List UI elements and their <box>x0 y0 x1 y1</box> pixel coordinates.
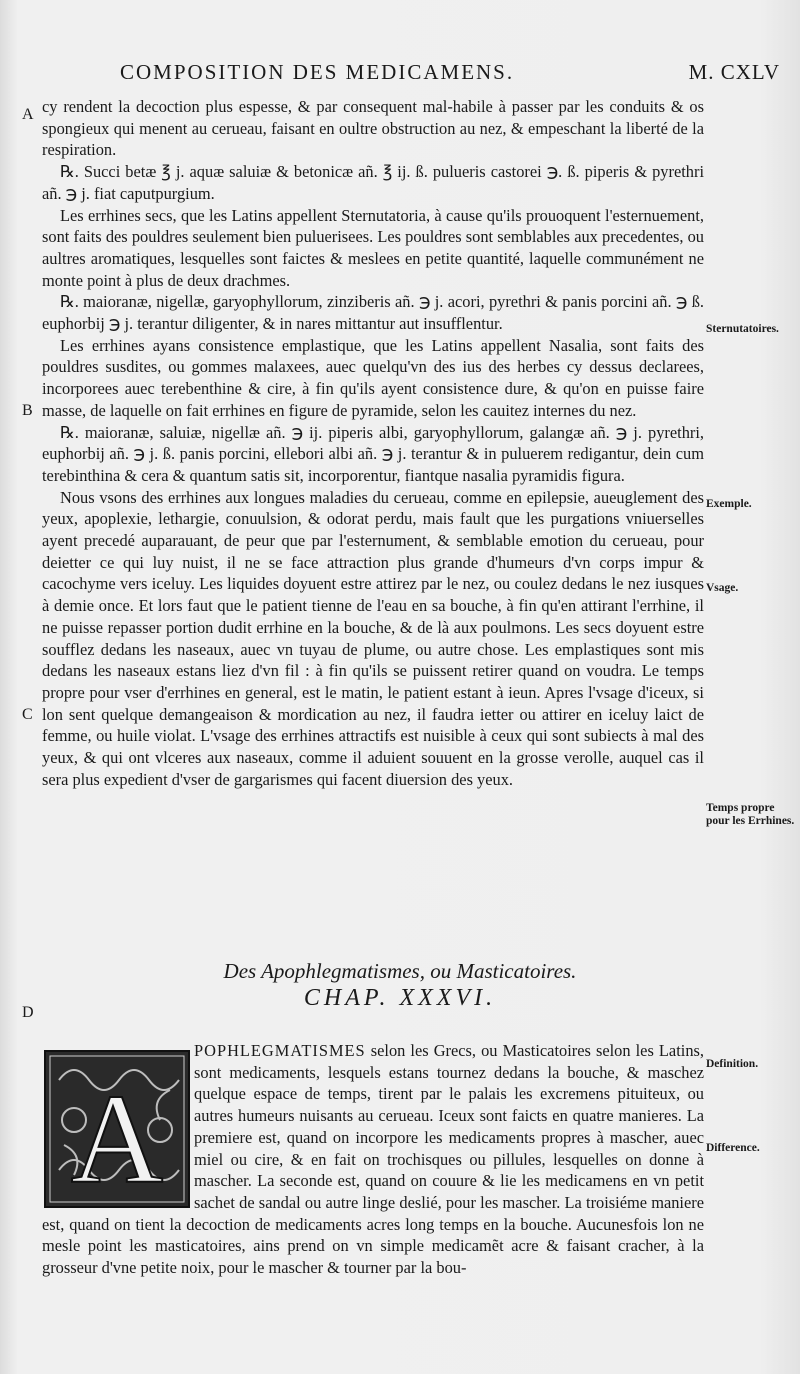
recipe-paragraph: ℞. maioranæ, saluiæ, nigellæ añ. ℈ ij. piperis albi, garyophyllorum, galangæ añ. ℈ j. pyrethri, euphorbij añ. ℈ j. ß. panis porcini, ellebori albi añ. ℈ j. terantur & in puluerem redigantur, dein cum terebinthina & cera & quantum satis sit, incorporentur, fiantque nasalia pyramidis figura. <box>42 422 704 485</box>
chapter-title: Des Apophlegmatismes, ou Masticatoires. <box>223 959 577 983</box>
margin-letter-b: B <box>22 402 33 419</box>
margin-letter-a: A <box>22 106 34 123</box>
recipe-paragraph: ℞. maioranæ, nigellæ, garyophyllorum, zinziberis añ. ℈ j. acori, pyrethri & panis porcini añ. ℈ ß. euphorbij ℈ j. terantur diligenter, & in nares mittantur aut insufflentur. <box>42 292 704 334</box>
chapter-number: CHAP. XXXVI. <box>303 985 497 1011</box>
margin-note-exemple: Exemple. <box>706 498 752 510</box>
paragraph: cy rendent la decoction plus espesse, & par consequent mal-habile à passer par les conduits & os spongieux qui menent au cerueau, faisant en oultre obstruction au nez, & empeschant la liberté de la respiration. <box>42 97 704 160</box>
margin-note-temps: Temps propre pour les Errhines. <box>706 802 795 827</box>
chapter-heading <box>150 958 650 1012</box>
paragraph: Nous vsons des errhines aux longues maladies du cerueau, comme en epilepsie, aueuglement des yeux, apoplexie, lethargie, conuulsion, & odorat perdu, mais fault que les purgations vniuerselles ayent precedé auparauant, de peur que par l'esternument, & semblable emotion du cerueau, pour deietter ce qui luy nuist, il ne se face attraction plus grande d'humeurs d'vn corps impur & cacochyme vers iceluy. Les liquides doyuent estre attirez par le nez, ou coulez dedans le nez iusques à demie once. Et lors faut que le patient tienne de l'eau en sa bouche, à fin qu'en attirant l'errhine, il ne puisse repasser portion dudit errhine en la bouche, & de là aux poulmons. Les secs doyuent estre soufflez dedans les naseaux, auec vn tuyau de plume, ou autre chose. Les emplastiques sont mis dedans les naseaux estans liez d'vn fil : à fin qu'ils se puissent retirer quand on voudra. Le temps propre pour vser d'errhines en general, est le matin, le patient estant à ieun. Apres l'vsage d'iceux, si lon sent quelque demangeaison & mordication au nez, il faudra ietter ou attirer en iceluy laict de femme, ou huile violat. L'vsage des errhines attractifs est nuisible à ceux qui sont subiects à mal des yeux, & qui ont vlceres aux naseaux, comme il aduient souuent en la grosse verolle, auquel cas il sera plus expedient d'vser de gargarismes qui facent diuersion des yeux. <box>42 487 704 789</box>
folio-number: M. CXLV <box>688 60 780 84</box>
paragraph: Les errhines secs, que les Latins appellent Sternutatoria, à cause qu'ils prouoquent l'esternuement, sont faits des pouldres seulement bien puluerisees. Les pouldres sont semblables aux precedentes, ou aultres aromatiques, lesquelles sont faictes & meslees en petite quantité, laquelle communément ne monte point à plus de deux drachmes. <box>42 205 704 290</box>
margin-note-definition: Definition. <box>706 1058 759 1070</box>
section-text: selon les Grecs, ou Masticatoires selon les Latins, sont medicaments, lesquels estans tournez dedans la bouche, & maschez quelque espace de temps, tirent par le palais les excremens pituiteux, ou autres humeurs nuisants au cerueau. Iceux sont faicts en quatre manieres. La premiere est, quand on incorpore les medicaments propres à mascher, auec miel ou cire, & en fait on trochisques ou pillules, lesquelles on donne à mascher. La seconde est, quand on couure & lie les medicamens en vn petit sachet de sandal ou autre linge deslié, pour les mascher. La troisiéme maniere est, quand on tient la decoction de medicaments acres long temps en la bouche. Aucunesfois lon ne mesle point les masticatoires, ains prend on vn simple medicamẽt acre & faisant cracher, à la grosseur d'vne petite noix, pour le mascher & tourner par la bou- <box>42 1041 704 1278</box>
main-text <box>42 96 704 791</box>
margin-note-sternutatoires: Sternutatoires. <box>706 323 779 335</box>
margin-letter-c: C <box>22 706 33 723</box>
page-header <box>120 60 780 90</box>
initial-letter: A <box>70 1068 164 1208</box>
margin-letter-d: D <box>22 1004 34 1021</box>
running-head: COMPOSITION DES MEDICAMENS. <box>120 60 515 84</box>
recipe-paragraph: ℞. Succi betæ ℥ j. aquæ saluiæ & betonicæ añ. ℥ ij. ß. pulueris castorei ℈. ß. piperis & pyrethri añ. ℈ j. fiat caputpurgium. <box>42 162 704 203</box>
initial-rest: POPHLEGMATISMES <box>194 1041 366 1060</box>
margin-note-vsage: Vsage. <box>706 582 739 594</box>
margin-note-difference: Difference. <box>706 1142 760 1154</box>
paragraph: Les errhines ayans consistence emplastique, que les Latins appellent Nasalia, sont faits des pouldres susdites, ou gommes malaxees, auec quelqu'vn des ius des herbes cy dessus declarees, incorporees auec terebenthine & cire, à fin qu'ils ayent consistence dure, & qu'on en puisse faire masse, de laquelle on fait errhines en figure de pyramide, selon les cauitez internes du nez. <box>42 335 704 420</box>
masticatoires-section <box>42 1040 704 1279</box>
